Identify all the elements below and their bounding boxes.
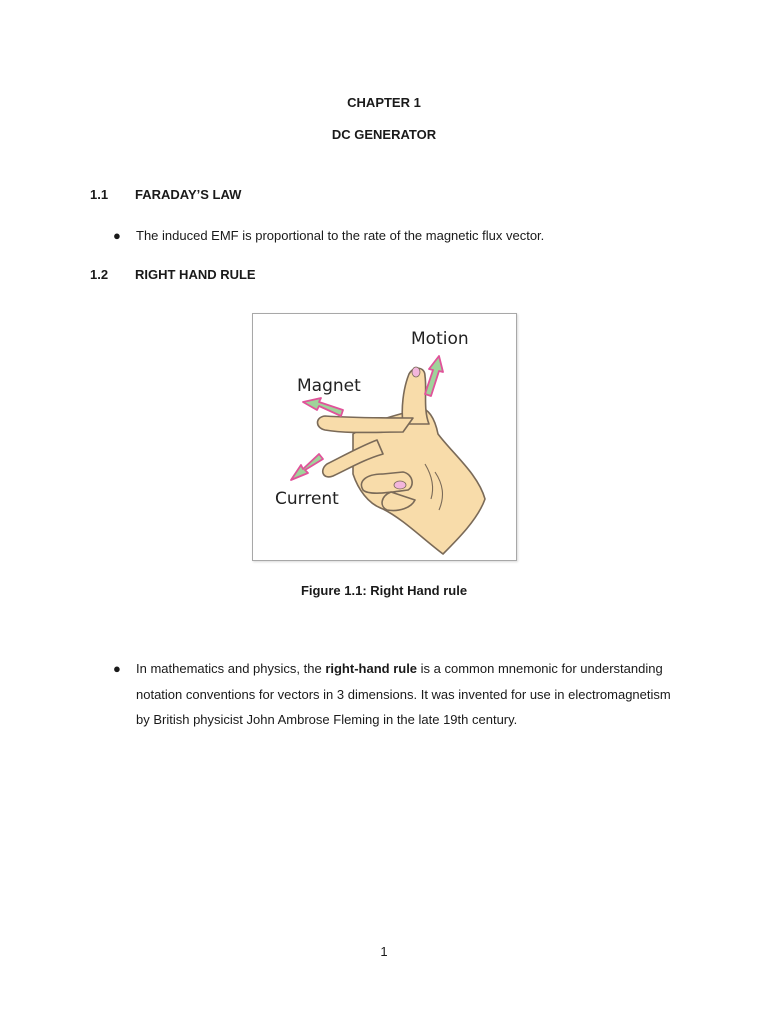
current-label: Current xyxy=(275,489,339,509)
section-title: FARADAY’S LAW xyxy=(135,187,242,202)
motion-arrow-icon xyxy=(425,356,443,396)
right-hand-illustration xyxy=(253,314,516,560)
ring-nail xyxy=(394,481,406,489)
document-title: DC GENERATOR xyxy=(331,127,437,142)
faraday-bullet-text: The induced EMF is proportional to the rate of the magnetic flux vector. xyxy=(136,228,545,243)
paragraph-bold-term: right-hand rule xyxy=(325,661,418,676)
chapter-label: CHAPTER 1 xyxy=(347,95,421,110)
current-arrow-icon xyxy=(291,454,323,480)
right-hand-rule-figure xyxy=(252,313,517,561)
thumb-nail xyxy=(412,367,420,377)
section-number: 1.2 xyxy=(90,267,109,282)
section-heading-right-hand-rule xyxy=(90,267,256,282)
motion-label: Motion xyxy=(411,329,469,349)
page-number: 1 xyxy=(380,944,388,959)
paragraph-text-end: is a common mnemonic for understanding notation conventions for vectors in 3 dimensions. It was invented for use in electromagnetism by British physicist John Ambrose Fleming in the late 19th century. xyxy=(136,661,671,727)
hand-index-finger xyxy=(318,416,414,433)
figure-caption: Figure 1.1: Right Hand rule xyxy=(300,583,468,598)
section-title: RIGHT HAND RULE xyxy=(135,267,256,282)
bullet-icon: ● xyxy=(113,661,121,676)
right-hand-rule-paragraph xyxy=(136,656,676,733)
section-number: 1.1 xyxy=(90,187,109,202)
section-heading-faradays-law xyxy=(90,187,241,202)
bullet-icon: ● xyxy=(113,228,121,243)
magnet-arrow-icon xyxy=(303,398,343,416)
paragraph-text-start: In mathematics and physics, the xyxy=(136,661,326,676)
magnet-label: Magnet xyxy=(297,376,361,396)
